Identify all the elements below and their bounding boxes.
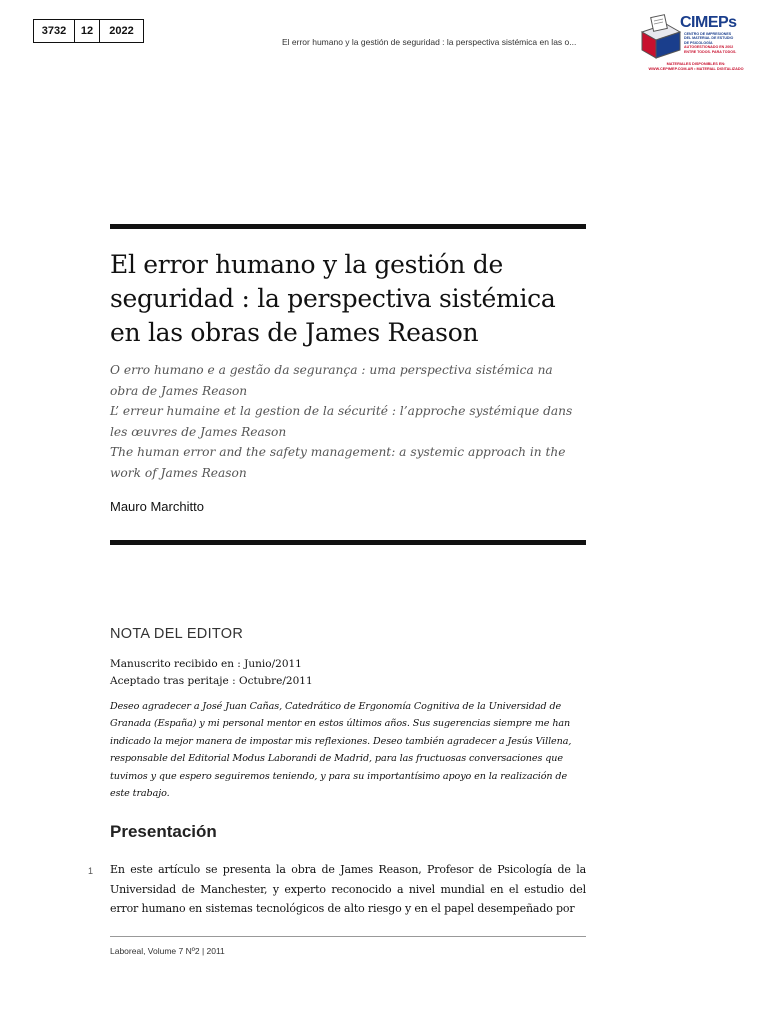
document-id-box xyxy=(33,19,144,43)
received-date: Manuscrito recibido en : Junio/2011 xyxy=(110,658,302,670)
alt-title-french: L’ erreur humaine et la gestion de la sécurité : l’approche systémique dans les œuvres de James Reason xyxy=(110,404,573,439)
paragraph-number: 1 xyxy=(88,866,94,876)
logo-name: CIMEPs xyxy=(680,14,737,31)
author-name: Mauro Marchitto xyxy=(110,499,204,514)
alt-title-portuguese: O erro humano e a gestão da segurança : uma perspectiva sistémica na obra de James Reason xyxy=(110,363,553,398)
title-bottom-rule xyxy=(110,540,586,545)
logo-footer-line: WWW.CEPIMEP.COM.AR • MATERIAL DIGITALIZADO xyxy=(648,67,744,71)
document-id: 3732 xyxy=(34,20,75,42)
title-top-rule xyxy=(110,224,586,229)
ballot-box-icon xyxy=(636,14,684,62)
logo-subtitle-line: CENTRO DE IMPRESIONES xyxy=(684,32,732,36)
article-title: El error humano y la gestión de seguridad : la perspectiva sistémica en las obras de James Reason xyxy=(110,250,556,347)
logo-tagline-line: ENTRE TODOS. PARA TODOS. xyxy=(684,49,737,54)
body-paragraph: En este artículo se presenta la obra de James Reason, Profesor de Psicología de la Universidad de Manchester, y experto reconocido a nivel mundial en el estudio del error humano en sistemas tecnológicos de alto riesgo y en el papel desempeñado por xyxy=(110,863,586,916)
manuscript-dates xyxy=(110,656,313,690)
cimeps-logo xyxy=(636,12,756,78)
logo-footer-line: MATERIALES DISPONIBLES EN: xyxy=(666,62,726,66)
section-heading: Presentación xyxy=(110,822,217,841)
editor-note-heading: NOTA DEL EDITOR xyxy=(110,626,244,642)
running-head: El error humano y la gestión de seguridad : la perspectiva sistémica en las o... xyxy=(282,37,577,47)
logo-tagline-line: AUTOGESTIONADO EN 2002 xyxy=(684,45,734,50)
document-month: 12 xyxy=(75,20,100,42)
alt-title-english: The human error and the safety management: a systemic approach in the work of James Reason xyxy=(110,445,566,480)
logo-subtitle xyxy=(684,32,754,54)
document-year: 2022 xyxy=(109,25,134,37)
accepted-date: Aceptado tras peritaje : Octubre/2011 xyxy=(110,675,313,687)
footer-citation: Laboreal, Volume 7 Nº2 | 2011 xyxy=(110,946,225,956)
logo-subtitle-line: DE PSICOLOGÍA xyxy=(684,40,713,45)
logo-subtitle-line: DEL MATERIAL DE ESTUDIO xyxy=(684,36,734,41)
footer-rule xyxy=(110,936,586,937)
acknowledgement: Deseo agradecer a José Juan Cañas, Catedrático de Ergonomía Cognitiva de la Universidad de Granada (España) y mi personal mentor en estos últimos años. Sus sugerencias siempre me han indicado la mejor manera de impostar mis reflexiones. Deseo también agradecer a Jesús Villena, responsable del Editorial Modus Laborandi de Madrid, para las fructuosas conversaciones que tuvimos y que espero seguiremos teniendo, y para su importantísimo apoyo en la realización de este trabajo. xyxy=(110,701,572,800)
alternate-titles xyxy=(110,360,580,484)
logo-footer xyxy=(636,62,756,72)
